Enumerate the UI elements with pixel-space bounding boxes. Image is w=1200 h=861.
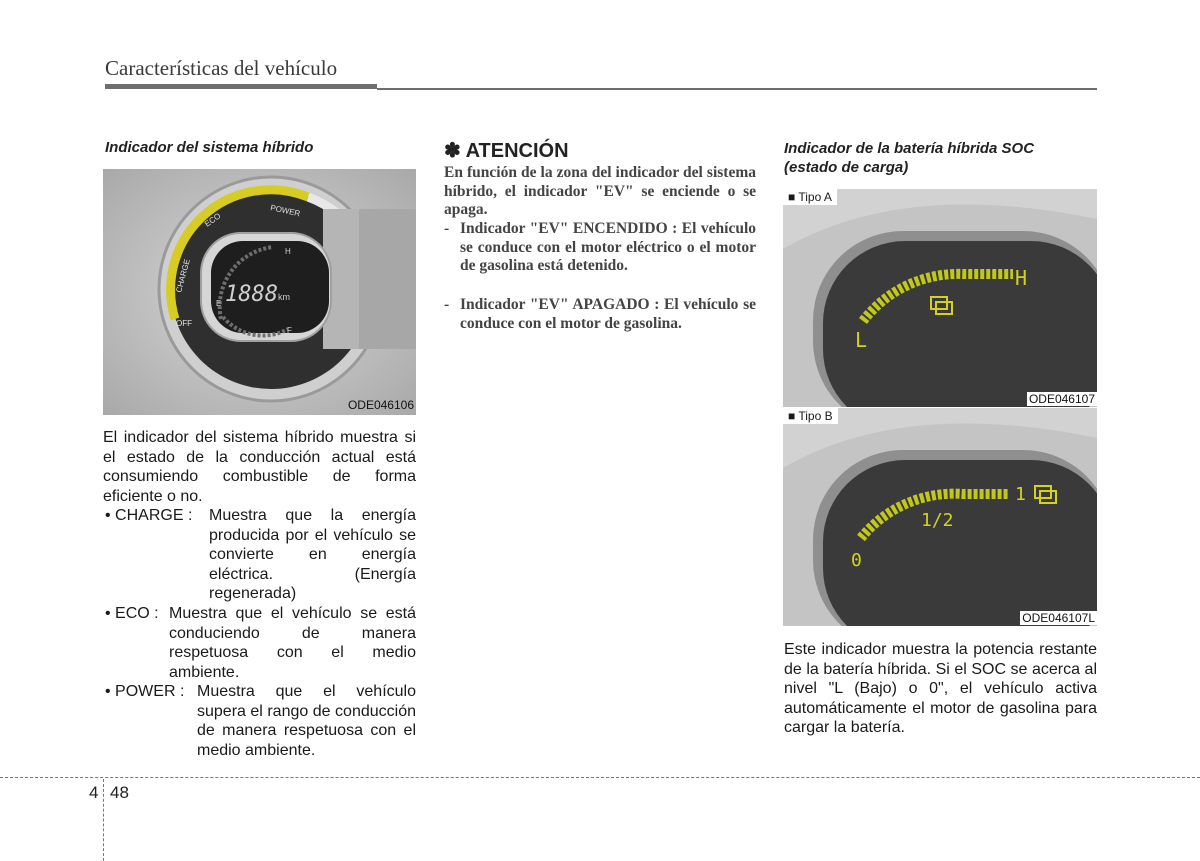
- bullet-power: [105, 682, 416, 760]
- gauge-label-power: POWER: [269, 203, 302, 219]
- footer-vertical-rule: [103, 779, 104, 861]
- figure-code-ode046107: ODE046107: [1028, 392, 1095, 406]
- bullet-eco: [105, 604, 416, 682]
- soc-gauge-b-illustration: [783, 408, 1097, 626]
- attention-item-ev-off: - Indicador "EV" APAGADO : El vehículo se conduce con el motor de gasolina.: [444, 296, 756, 332]
- chapter-number: 4: [89, 783, 99, 802]
- attention-title: ✽ ATENCIÓN: [444, 140, 569, 162]
- display-h-label: H: [285, 247, 291, 256]
- bullet-charge: [105, 506, 416, 604]
- bullet-power-desc: Muestra que el vehículo supera el rango de conducción de manera respetuosa con el medio ambiente.: [197, 683, 416, 759]
- gauge-label-off: OFF: [176, 319, 192, 328]
- hybrid-gauge-illustration: [103, 169, 416, 415]
- header-rule-thick: [105, 84, 377, 89]
- soc-figure-type-a: [783, 189, 1097, 407]
- bullet-eco-term: • ECO :: [105, 605, 159, 622]
- page-number: 48: [110, 783, 129, 802]
- figure-code-ode046106: ODE046106: [347, 398, 414, 412]
- soc-figure-type-b: [783, 408, 1097, 626]
- hybrid-indicator-subheading: Indicador del sistema híbrido: [105, 139, 314, 156]
- soc-b-high-label: 1: [1015, 484, 1026, 505]
- bullet-charge-desc: Muestra que la energía producida por el vehículo se convierte en energía eléctrica. (Energía regenerada): [209, 507, 416, 602]
- gauge-label-charge: CHARGE: [174, 258, 192, 294]
- figure-code-ode046107l: ODE046107L: [1022, 611, 1095, 625]
- attention-item-ev-on-text: Indicador "EV" ENCENDIDO : El vehículo se conduce con el motor eléctrico o el motor de gasolina está detenido.: [460, 220, 756, 275]
- type-a-label: ■ Tipo A: [783, 189, 837, 205]
- section-title: Características del vehículo: [105, 56, 338, 80]
- attention-item-ev-off-text: Indicador "EV" APAGADO : El vehículo se conduce con el motor de gasolina.: [460, 296, 756, 332]
- header-rule-thin: [377, 88, 1097, 90]
- soc-gauge-a-illustration: [783, 189, 1097, 407]
- hybrid-indicator-figure: [103, 169, 416, 415]
- gauge-label-eco: ECO: [202, 211, 223, 229]
- hybrid-indicator-intro: El indicador del sistema híbrido muestra si el estado de la conducción actual está consumiendo combustible de forma eficiente o no.: [103, 429, 416, 505]
- soc-b-mid-label: 1/2: [921, 510, 954, 531]
- soc-a-high-label: H: [1015, 266, 1028, 290]
- soc-subheading: Indicador de la batería híbrida SOC (estado de carga): [784, 140, 1035, 176]
- soc-b-low-label: 0: [851, 550, 862, 571]
- attention-intro: En función de la zona del indicador del sistema híbrido, el indicador "EV" se enciende o se apaga.: [444, 164, 756, 219]
- soc-body-text: Este indicador muestra la potencia restante de la batería híbrida. Si el SOC se acerca al nivel "L (Bajo) o 0", el vehículo activa automáticamente el motor de gasolina para cargar la batería.: [784, 641, 1097, 736]
- bullet-eco-desc: Muestra que el vehículo se está conduciendo de manera respetuosa con el medio ambiente.: [169, 605, 416, 681]
- bullet-charge-term: • CHARGE :: [105, 507, 193, 524]
- footer-dashed-rule: [0, 777, 1200, 778]
- attention-item-ev-on: - Indicador "EV" ENCENDIDO : El vehículo se conduce con el motor eléctrico o el motor de gasolina está detenido.: [444, 220, 756, 275]
- display-f-label: F: [287, 326, 292, 335]
- display-e-label: E: [216, 299, 222, 308]
- odometer-unit: km: [278, 292, 290, 302]
- odometer-digits: 1888: [225, 282, 278, 307]
- bullet-power-term: • POWER :: [105, 683, 185, 700]
- soc-a-low-label: L: [855, 328, 868, 352]
- type-b-label: ■ Tipo B: [783, 408, 838, 424]
